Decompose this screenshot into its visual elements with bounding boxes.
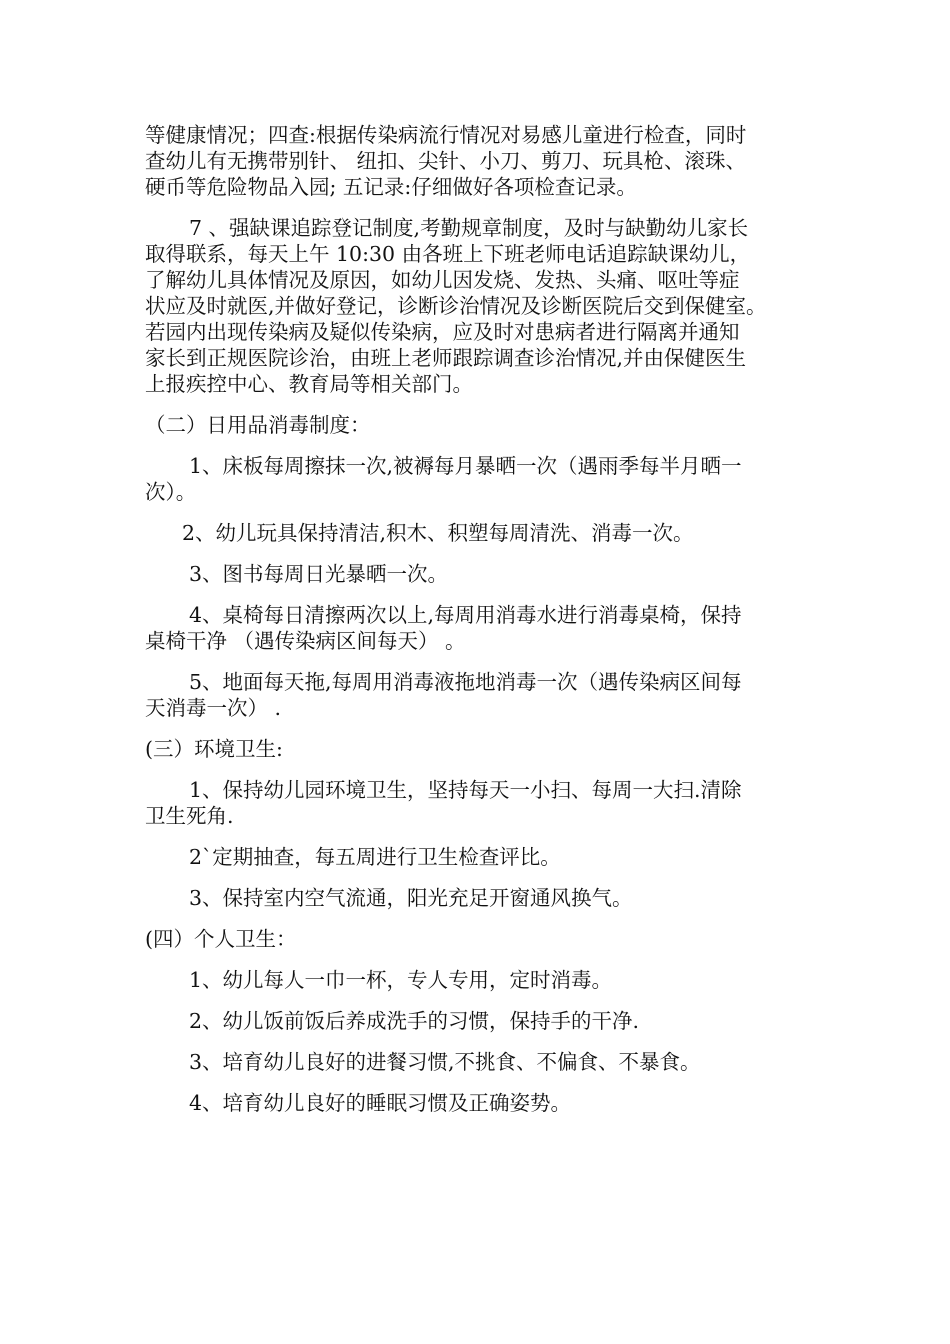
text-line: 4、桌椅每日清擦两次以上,每周用消毒水进行消毒桌椅，保持 xyxy=(189,603,742,627)
s3-item-1 xyxy=(145,777,825,829)
text-line: 5、地面每天拖,每周用消毒液拖地消毒一次（遇传染病区间每 xyxy=(189,670,742,694)
document-page xyxy=(145,122,825,1116)
s4-item-2: 2、幼儿饭前饭后养成洗手的习惯，保持手的干净. xyxy=(189,1009,640,1033)
text-line: 卫生死角. xyxy=(145,804,234,828)
intro-paragraph xyxy=(145,122,825,200)
s4-item-4: 4、培育幼儿良好的睡眠习惯及正确姿势。 xyxy=(189,1091,572,1115)
s2-item-2: 2、幼儿玩具保持清洁,积木、积塑每周清洗、消毒一次。 xyxy=(182,521,694,545)
s2-item-3: 3、图书每周日光暴晒一次。 xyxy=(189,562,449,586)
section-3-heading: (三）环境卫生: xyxy=(145,737,283,761)
s3-item-3: 3、保持室内空气流通，阳光充足开窗通风换气。 xyxy=(189,886,633,910)
text-line: 次）。 xyxy=(145,480,197,504)
text-line: 查幼儿有无携带别针、 纽扣、尖针、小刀、剪刀、玩具枪、滚珠、 xyxy=(145,149,747,173)
section-4-heading: (四）个人卫生： xyxy=(145,927,297,951)
text-line: 等健康情况；四查:根据传染病流行情况对易感儿童进行检查，同时 xyxy=(145,123,747,147)
text-line: 家长到正规医院诊治，由班上老师跟踪调查诊治情况,并由保健医生 xyxy=(145,346,747,370)
text-line: 上报疾控中心、教育局等相关部门。 xyxy=(145,372,473,396)
s2-item-5 xyxy=(145,669,825,721)
s2-item-1 xyxy=(145,453,825,505)
text-line: 1、床板每周擦抹一次,被褥每月暴晒一次（遇雨季每半月晒一 xyxy=(189,454,742,478)
s4-item-3: 3、培育幼儿良好的进餐习惯,不挑食、不偏食、不暴食。 xyxy=(189,1050,701,1074)
s3-item-2: 2`定期抽查，每五周进行卫生检查评比。 xyxy=(189,845,561,869)
text-line: 天消毒一次） . xyxy=(145,696,282,720)
s2-item-4 xyxy=(145,602,825,654)
text-line: 状应及时就医,并做好登记，诊断诊治情况及诊断医院后交到保健室。 xyxy=(145,294,767,318)
text-line: 若园内出现传染病及疑似传染病，应及时对患病者进行隔离并通知 xyxy=(145,320,740,344)
text-line: 取得联系，每天上午 10:30 由各班上下班老师电话追踪缺课幼儿， xyxy=(145,242,751,266)
item-7-paragraph xyxy=(145,215,825,397)
text-line: 桌椅干净 （遇传染病区间每天） 。 xyxy=(145,629,466,653)
text-line: 1、保持幼儿园环境卫生，坚持每天一小扫、每周一大扫.清除 xyxy=(189,778,742,802)
text-line: 硬币等危险物品入园; 五记录:仔细做好各项检查记录。 xyxy=(145,175,637,199)
text-line: 7 、强缺课追踪登记制度,考勤规章制度，及时与缺勤幼儿家长 xyxy=(189,216,749,240)
text-line: 了解幼儿具体情况及原因，如幼儿因发烧、发热、头痛、呕吐等症 xyxy=(145,268,740,292)
s4-item-1: 1、幼儿每人一巾一杯，专人专用，定时消毒。 xyxy=(189,968,613,992)
section-2-heading: （二）日用品消毒制度： xyxy=(145,413,371,437)
